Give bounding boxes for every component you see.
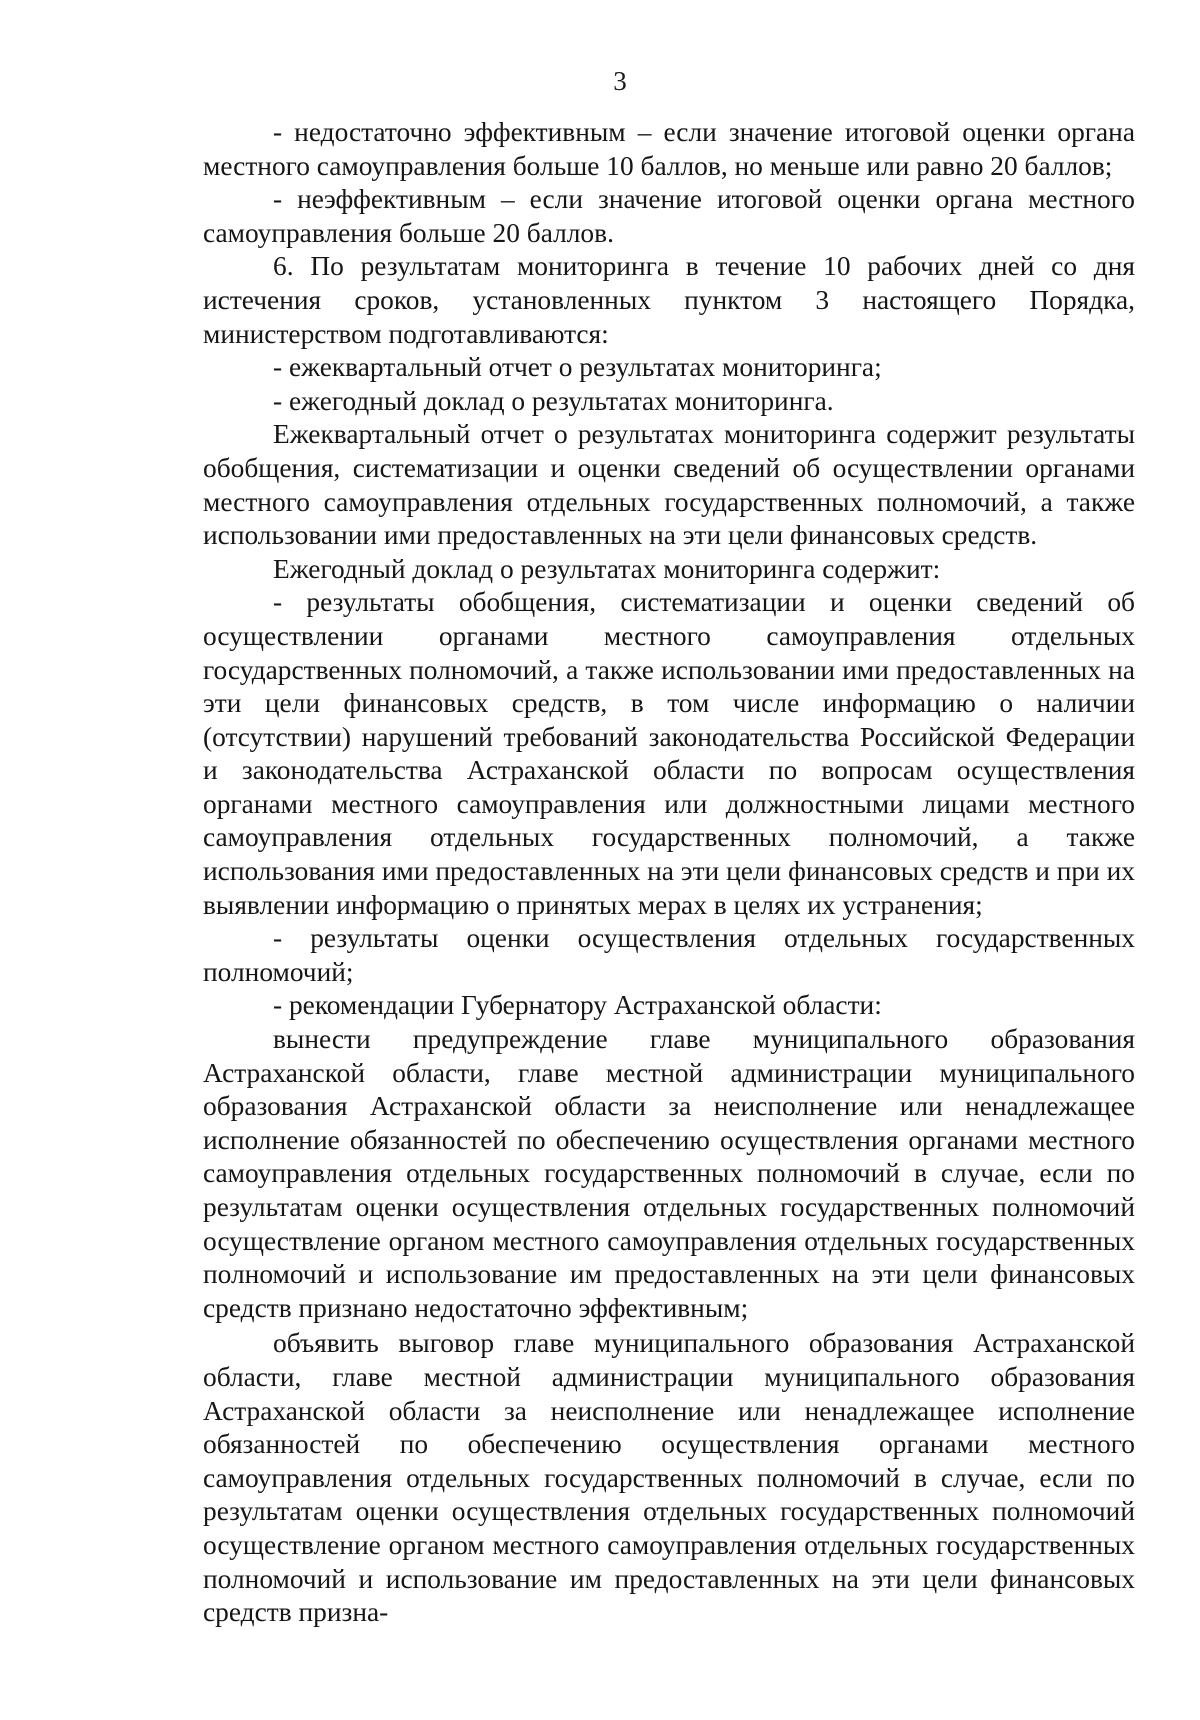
paragraph-recommendation-warning: вынести предупреждение главе муниципального образования Астраханской области, главе местной администрации муниципального образования Астраханской области за неисполнение или ненадлежащее исполнение обязанностей по обеспечению осуществления органами местного самоуправления отдельных государственных полномочий в случае, если по результатам оценки осуществления отдельных государственных полномочий осуществление органом местного самоуправления отдельных государственных полномочий и использование им предоставленных на эти цели финансовых средств признано недостаточно эффективным; [203,1024,1135,1323]
paragraph-annual-report-intro: Ежегодный доклад о результатах мониторинга содержит: [273,553,941,584]
paragraph-ineffective: - неэффективным – если значение итоговой оценки органа местного самоуправления больше 20 баллов. [203,184,1135,248]
page-number: 3 [613,66,627,96]
paragraph-insufficiently-effective: - недостаточно эффективным – если значение итоговой оценки органа местного самоуправления больше 10 баллов, но меньше или равно 20 баллов; [203,117,1135,181]
paragraph-quarterly-report-item: - ежеквартальный отчет о результатах мониторинга; [273,352,882,383]
paragraph-recommendation-reprimand: объявить выговор главе муниципального образования Астраханской области, главе местной администрации муниципального образования Астраханской области за неисполнение или ненадлежащее исполнение обязанностей по обеспечению осуществления органами местного самоуправления отдельных государственных полномочий в случае, если по результатам оценки осуществления отдельных государственных полномочий осуществление органом местного самоуправления отдельных государственных полномочий и использование им предоставленных на эти цели финансовых средств призна- [203,1328,1135,1628]
paragraph-item-6: 6. По результатам мониторинга в течение 10 рабочих дней со дня истечения сроков, установленных пунктом 3 настоящего Порядка, министерством подготавливаются: [203,251,1135,349]
paragraph-quarterly-report-contents: Ежеквартальный отчет о результатах мониторинга содержит результаты обобщения, систематизации и оценки сведений об осуществлении органами местного самоуправления отдельных государственных полномочий, а также использовании ими предоставленных на эти цели финансовых средств. [203,419,1135,551]
paragraph-annual-results-summary: - результаты обобщения, систематизации и оценки сведений об осуществлении органами местного самоуправления отдельных государственных полномочий, а также использовании ими предоставленных на эти цели финансовых средств, в том числе информацию о наличии (отсутствии) нарушений требований законодательства Российской Федерации и законодательства Астраханской области по вопросам осуществления органами местного самоуправления или должностными лицами местного самоуправления отдельных государственных полномочий, а также использования ими предоставленных на эти цели финансовых средств и при их выявлении информацию о принятых мерах в целях их устранения; [203,587,1135,920]
paragraph-recommendations-intro: - рекомендации Губернатору Астраханской области: [273,990,882,1021]
document-body [203,116,1135,1630]
paragraph-annual-results-evaluation: - результаты оценки осуществления отдельных государственных полномочий; [203,923,1135,987]
paragraph-annual-report-item: - ежегодный доклад о результатах мониторинга. [273,385,834,416]
